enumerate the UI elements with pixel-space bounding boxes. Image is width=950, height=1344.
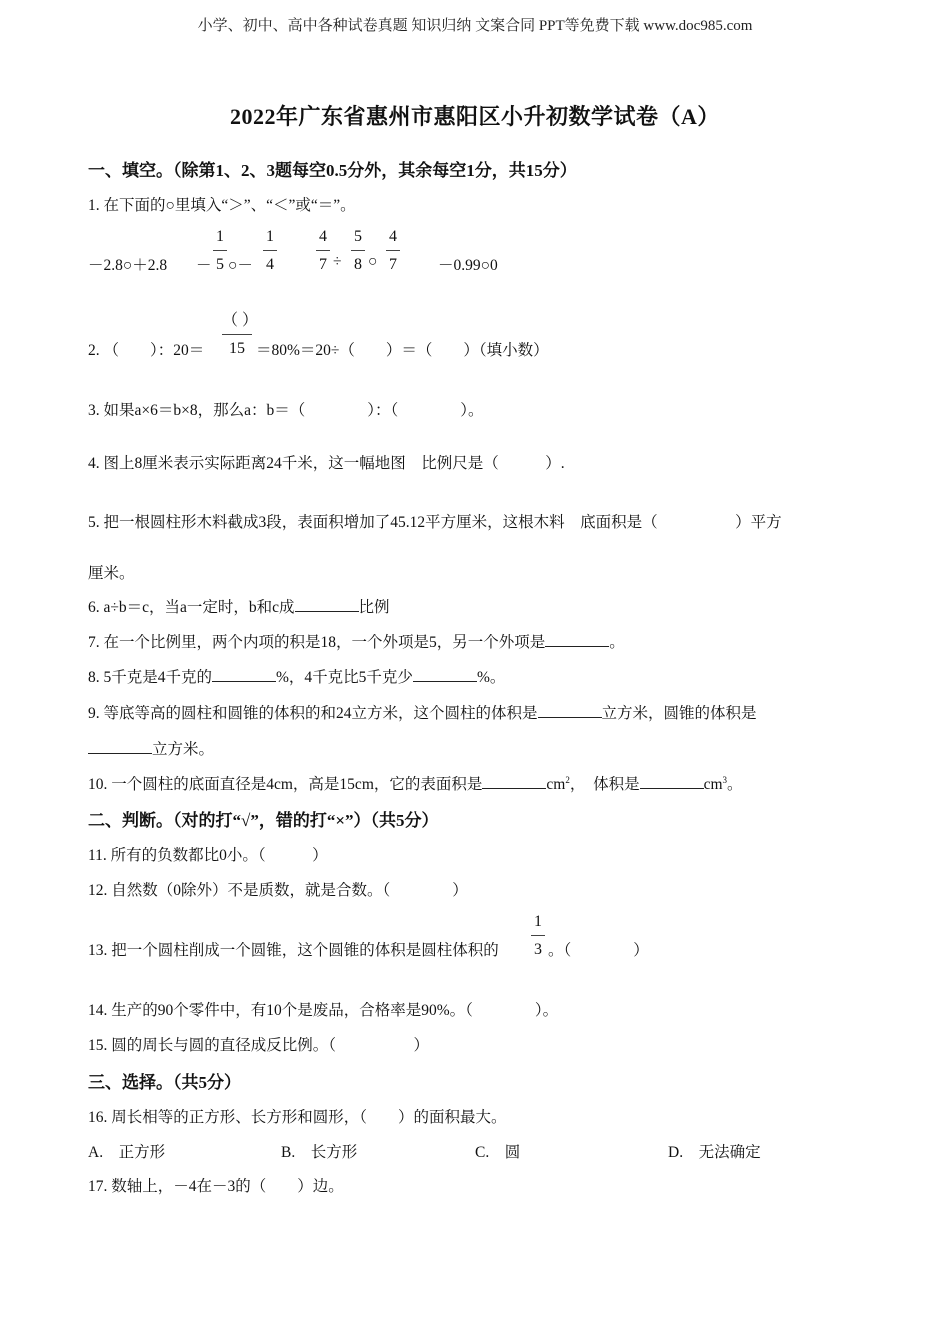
q10-blank-1[interactable] [482,774,546,789]
q1-item-c-circle: ○ [368,253,378,270]
q2-frac-num: （ ） [222,312,259,329]
question-9-line2 [88,737,214,759]
q8-blank-2[interactable] [413,667,477,682]
q1-item-c-f2-num: 5 [354,228,362,245]
q1-item-a: －2.8○＋2.8 [88,257,168,274]
q1-item-b-frac2-num: 1 [266,228,274,245]
q2-frac-den: 15 [229,340,245,357]
question-3: 3. 如果a×6＝b×8，那么a：b＝（ ）：（ ）。 [88,402,484,419]
question-14: 14. 生产的90个零件中，有10个是废品，合格率是90%。（ ）。 [88,1002,559,1019]
question-5-line1: 5. 把一根圆柱形木料截成3段，表面积增加了45.12平方厘米，这根木料 底面积是（ ）平方 [88,514,782,531]
q9-blank-1[interactable] [538,703,602,718]
q16-option-b[interactable]: B. 长方形 [281,1144,358,1161]
q6-text-a: 6. a÷b＝c，当a一定时，b和c成 [88,599,295,616]
q10-unit-1: cm [546,776,566,793]
q9-text-b: 立方米，圆锥的体积是 [601,705,757,722]
q8-text-b: %，4千克比5千克少 [276,669,413,686]
question-12: 12. 自然数（0除外）不是质数，就是合数。（ ） [88,882,468,899]
q13-frac-den: 3 [534,941,542,958]
q7-text-b: 。 [609,634,625,651]
question-10 [88,772,743,794]
q10-text-e: 。 [727,776,743,793]
q9-blank-2[interactable] [88,739,152,754]
q1-item-c-frac3 [386,227,400,275]
question-13-text-b: 。（ ） [548,942,649,959]
question-4: 4. 图上8厘米表示实际距离24千米，这一幅地图 比例尺是（ ）. [88,455,565,472]
q1-item-c-frac2 [351,227,365,275]
q1-item-c-f1-den: 7 [319,256,327,273]
q1-item-b-frac2-den: 4 [266,256,274,273]
q10-text-a: 10. 一个圆柱的底面直径是4cm，高是15cm，它的表面积是 [88,776,483,793]
question-13-text-a: 13. 把一个圆柱削成一个圆锥，这个圆锥的体积是圆柱体积的 [88,942,499,959]
q13-fraction [531,912,545,960]
q7-blank[interactable] [545,632,609,647]
q10-unit-2: cm [703,776,723,793]
question-6 [88,595,390,617]
q8-text-c: %。 [476,669,506,686]
question-11: 11. 所有的负数都比0小。（ ） [88,847,328,864]
q1-item-c-f1-num: 4 [319,228,327,245]
section3-heading: 三、选择。（共5分） [88,1073,241,1092]
q1-item-c-f3-num: 4 [389,228,397,245]
q1-item-c-f2-den: 8 [354,256,362,273]
q1-item-b-frac2 [263,227,277,275]
q13-frac-num: 1 [534,913,542,930]
q1-item-d: －0.99○0 [438,257,498,274]
question-8 [88,665,505,687]
q10-sup-1: 2 [565,774,570,785]
site-header: 小学、初中、高中各种试卷真题 知识归纳 文案合同 PPT等免费下载 www.doc985.com [197,18,753,34]
q1-item-b-frac1-num: 1 [216,228,224,245]
q1-item-b-mid: ○－ [228,257,253,274]
question-9-line1 [88,701,757,723]
q9-text-a: 9. 等底等高的圆柱和圆锥的体积的和24立方米，这个圆柱的体积是 [88,705,538,722]
question-2-prefix: 2. （ ）：20＝ [88,342,205,359]
q8-text-a: 8. 5千克是4千克的 [88,669,213,686]
q6-text-b: 比例 [358,599,390,616]
q16-option-c[interactable]: C. 圆 [475,1144,521,1161]
q8-blank-1[interactable] [212,667,276,682]
question-16: 16. 周长相等的正方形、长方形和圆形，（ ）的面积最大。 [88,1109,507,1126]
q10-text-c: ， 体积是 [569,776,640,793]
q1-item-b-neg: － [196,257,212,274]
section1-heading: 一、填空。（除第1、2、3题每空0.5分外，其余每空1分，共15分） [88,161,577,180]
q6-blank[interactable] [295,597,359,612]
q9-text-c: 立方米。 [152,741,215,758]
q1-item-b-frac1-den: 5 [216,256,224,273]
q10-blank-2[interactable] [640,774,704,789]
q1-item-c-frac1 [316,227,330,275]
q16-option-d[interactable]: D. 无法确定 [668,1144,761,1161]
question-17: 17. 数轴上，－4在－3的（ ）边。 [88,1178,344,1195]
q10-sup-2: 3 [722,774,728,785]
q1-item-c-op: ÷ [333,253,342,270]
q2-fraction [222,311,259,359]
section2-heading: 二、判断。（对的打“√”，错的打“×”）（共5分） [88,811,439,830]
question-1: 1. 在下面的○里填入“＞”、“＜”或“＝”。 [88,197,356,214]
q7-text-a: 7. 在一个比例里，两个内项的积是18，一个外项是5，另一个外项是 [88,634,546,651]
q1-item-c-f3-den: 7 [389,256,397,273]
page-title: 2022年广东省惠州市惠阳区小升初数学试卷（A） [230,104,720,129]
q16-option-a[interactable]: A. 正方形 [88,1144,166,1161]
q1-item-b-frac1 [213,227,227,275]
question-5-line2: 厘米。 [88,565,135,582]
question-15: 15. 圆的周长与圆的直径成反比例。（ ） [88,1037,430,1054]
question-7 [88,630,625,652]
question-2-suffix: ＝80%＝20÷（ ）＝（ ）（填小数） [256,342,549,359]
